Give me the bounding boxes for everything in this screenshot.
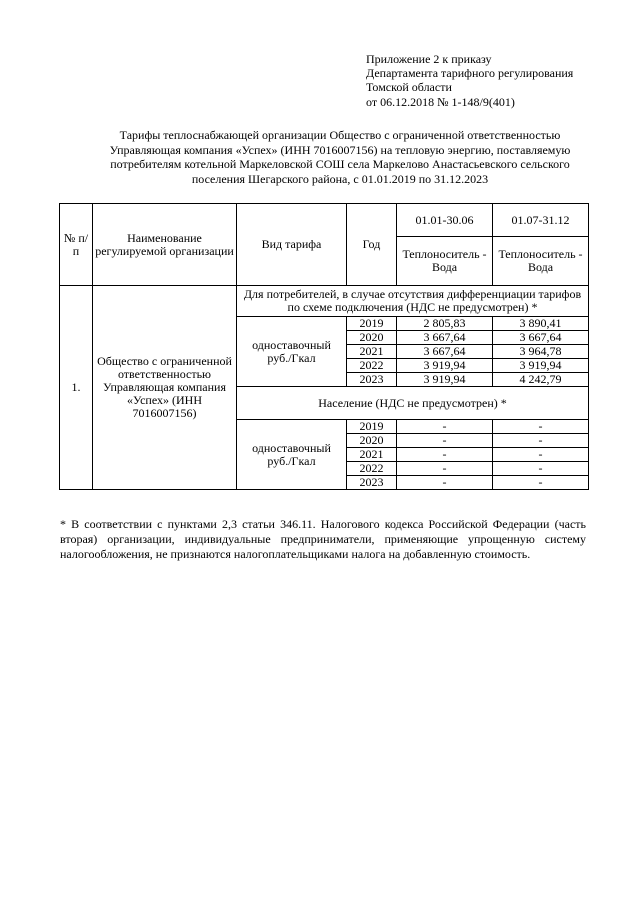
year-cell: 2022 bbox=[347, 359, 397, 373]
appendix-line: Приложение 2 к приказу bbox=[366, 52, 492, 66]
tariff-value: - bbox=[397, 462, 493, 476]
tariff-value: 3 919,94 bbox=[397, 373, 493, 387]
year-cell: 2023 bbox=[347, 476, 397, 490]
tariff-value: - bbox=[493, 448, 589, 462]
tariff-value: - bbox=[397, 476, 493, 490]
year-cell: 2022 bbox=[347, 462, 397, 476]
header-period-2: 01.07-31.12 bbox=[493, 204, 589, 237]
title-line: Управляющая компания «Успех» (ИНН 7016007156) на тепловую энергию, поставляемую bbox=[109, 142, 571, 157]
appendix-header bbox=[366, 52, 573, 109]
tariff-value: 3 667,64 bbox=[397, 331, 493, 345]
tariff-value: 4 242,79 bbox=[493, 373, 589, 387]
appendix-line: Департамента тарифного регулирования bbox=[366, 66, 574, 81]
tariff-value: - bbox=[397, 434, 493, 448]
header-tariff-type: Вид тарифа bbox=[237, 204, 347, 286]
header-carrier-2: Теплоноситель - Вода bbox=[493, 237, 589, 286]
year-cell: 2023 bbox=[347, 373, 397, 387]
header-org-name: Наименование регулируемой организации bbox=[93, 204, 237, 286]
tariff-value: 2 805,83 bbox=[397, 317, 493, 331]
title-line: поселения Шегарского района, с 01.01.2019 по 31.12.2023 bbox=[191, 171, 489, 186]
tariff-value: 3 919,94 bbox=[493, 359, 589, 373]
year-cell: 2021 bbox=[347, 345, 397, 359]
tariff-kind: одноставочный руб./Гкал bbox=[237, 420, 347, 490]
tariff-kind: одноставочный руб./Гкал bbox=[237, 317, 347, 387]
appendix-line: Томской области bbox=[366, 80, 452, 95]
tariff-value: - bbox=[493, 434, 589, 448]
section-title: Население (НДС не предусмотрен) * bbox=[237, 387, 589, 420]
year-cell: 2019 bbox=[347, 317, 397, 331]
year-cell: 2020 bbox=[347, 331, 397, 345]
organization-name: Общество с ограниченной ответственностью Управляющая компания «Успех» (ИНН 7016007156) bbox=[93, 286, 237, 490]
tariff-value: - bbox=[493, 420, 589, 434]
tariff-value: 3 890,41 bbox=[493, 317, 589, 331]
tariff-value: - bbox=[397, 448, 493, 462]
title-line: потребителям котельной Маркеловской СОШ села Маркелово Анастасьевского сельского bbox=[110, 157, 570, 171]
header-period-1: 01.01-30.06 bbox=[397, 204, 493, 237]
title-line: Тарифы теплоснабжающей организации Общество с ограниченной ответственностью bbox=[119, 128, 561, 142]
tariff-value: - bbox=[493, 476, 589, 490]
footnote: * В соответствии с пунктами 2,3 статьи 346.11. Налогового кодекса Российской Федерации (часть вторая) организации, индивидуальные предприниматели, применяющие упрощенную систему налогообложения, не признаются налогоплательщиками налога на добавленную стоимость. bbox=[60, 517, 586, 562]
year-cell: 2021 bbox=[347, 448, 397, 462]
tariff-value: 3 919,94 bbox=[397, 359, 493, 373]
header-number: № п/п bbox=[60, 204, 93, 286]
tariff-table bbox=[59, 203, 589, 490]
tariff-value: - bbox=[397, 420, 493, 434]
appendix-line: от 06.12.2018 № 1-148/9(401) bbox=[366, 94, 515, 109]
document-title bbox=[60, 128, 620, 186]
header-carrier-1: Теплоноситель - Вода bbox=[397, 237, 493, 286]
header-year: Год bbox=[347, 204, 397, 286]
row-number: 1. bbox=[60, 286, 93, 490]
section-title: Для потребителей, в случае отсутствия дифференциации тарифов по схеме подключения (НДС не предусмотрен) * bbox=[237, 286, 589, 317]
tariff-value: 3 964,78 bbox=[493, 345, 589, 359]
tariff-value: 3 667,64 bbox=[493, 331, 589, 345]
year-cell: 2020 bbox=[347, 434, 397, 448]
year-cell: 2019 bbox=[347, 420, 397, 434]
tariff-value: - bbox=[493, 462, 589, 476]
tariff-value: 3 667,64 bbox=[397, 345, 493, 359]
